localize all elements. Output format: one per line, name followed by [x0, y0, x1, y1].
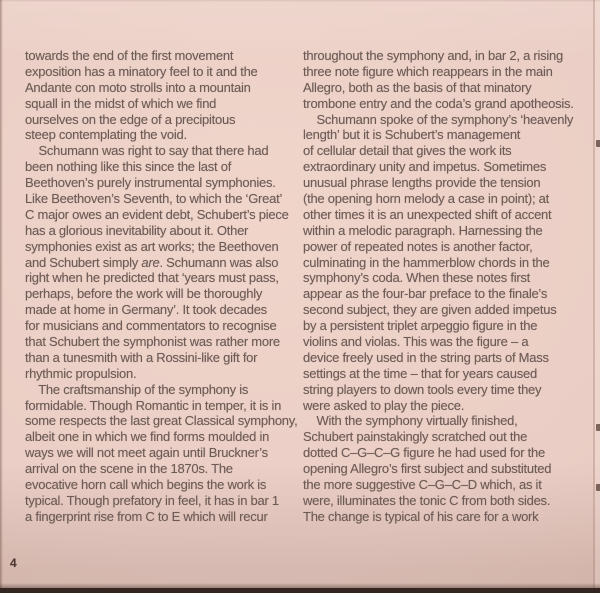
text-line: typical. Though prefatory in feel, it has in bar 1: [25, 492, 279, 508]
text-line: dotted C–G–C–G figure he had used for the: [303, 445, 545, 461]
text-line: perhaps, before the work will be thoroughly: [25, 286, 263, 302]
page-number: 4: [10, 556, 17, 570]
text-line: Beethoven’s purely instrumental symphonies.: [25, 175, 276, 191]
text-line: opening Allegro’s first subject and substituted: [303, 461, 552, 477]
page-left-edge-shadow: [0, 0, 3, 593]
text-line: some respects the last great Classical symphony,: [25, 413, 298, 429]
text-line: than a tunesmith with a Rossini-like gift for: [25, 349, 258, 365]
text-line: Allegro, both as the basis of that minatory: [303, 79, 532, 95]
text-line: were, illuminates the tonic C from both sides.: [303, 492, 551, 508]
text-line: three note figure which reappears in the main: [303, 63, 553, 79]
text-line: violins and violas. This was the figure – a: [303, 334, 529, 350]
text-column-left: [25, 48, 298, 525]
text-line: Schumann spoke of the symphony’s ‘heavenly: [303, 111, 574, 127]
text-line: Schumann was right to say that there had: [25, 143, 269, 159]
text-line: steep contemplating the void.: [25, 127, 187, 143]
text-line: of cellular detail that gives the work its: [303, 143, 512, 159]
text-line: device freely used in the string parts of Mass: [303, 349, 549, 365]
page-edge-mark: [596, 484, 600, 491]
text-line: right when he predicted that ‘years must pass,: [25, 270, 279, 286]
text-line: The change is typical of his care for a work: [303, 508, 539, 524]
text-line: trombone entry and the coda’s grand apotheosis.: [303, 95, 574, 111]
text-line: were asked to play the piece.: [303, 397, 465, 413]
page-edge-mark: [596, 140, 600, 147]
text-line: Like Beethoven’s Seventh, to which the ‘Great’: [25, 191, 283, 207]
text-line: appear as the four-bar preface to the finale’s: [303, 286, 548, 302]
text-line: rhythmic propulsion.: [25, 365, 137, 381]
text-line: second subject, they are given added impetus: [303, 302, 557, 318]
text-line: the more suggestive C–G–C–D which, as it: [303, 477, 542, 493]
text-line: settings at the time – that for years caused: [303, 365, 537, 381]
text-line: towards the end of the first movement: [25, 48, 234, 63]
text-line: extraordinary unity and impetus. Sometimes: [303, 159, 547, 175]
text-line: albeit one in which we find forms moulded in: [25, 429, 270, 445]
text-line: Schubert painstakingly scratched out the: [303, 429, 528, 445]
text-line: unusual phrase lengths provide the tension: [303, 175, 541, 191]
page-right-edge-highlight: [595, 0, 600, 588]
text-line: (the opening horn melody a case in point); at: [303, 191, 550, 207]
text-line: within a melodic paragraph. Harnessing the: [303, 222, 543, 238]
page-edge-mark: [596, 424, 600, 431]
text-line: throughout the symphony and, in bar 2, a rising: [303, 48, 563, 63]
text-line: made at home in Germany’. It took decades: [25, 302, 267, 318]
text-column-right: [303, 48, 585, 525]
text-line: evocative horn call which begins the work is: [25, 477, 267, 493]
text-line: and Schubert simply are. Schumann was also: [25, 254, 279, 270]
page-bottom-edge: [0, 588, 600, 593]
text-line: has a glorious inevitability about it. Other: [25, 222, 249, 238]
text-line: that Schubert the symphonist was rather more: [25, 334, 280, 350]
text-line: arrival on the scene in the 1870s. The: [25, 461, 233, 477]
text-line: formidable. Though Romantic in temper, it is in: [25, 397, 282, 413]
text-line: symphonies exist as art works; the Beethoven: [25, 238, 279, 254]
text-line: C major owes an evident debt, Schubert’s piece: [25, 206, 289, 222]
text-line: exposition has a minatory feel to it and the: [25, 63, 258, 79]
text-line: symphony’s coda. When these notes first: [303, 270, 531, 286]
text-line: With the symphony virtually finished,: [303, 413, 518, 429]
page-top-edge-shadow: [0, 0, 600, 2]
text-line: The craftsmanship of the symphony is: [25, 381, 249, 397]
text-line: power of repeated notes is another factor,: [303, 238, 533, 254]
text-line: ourselves on the edge of a precipitous: [25, 111, 236, 127]
text-line: a fingerprint rise from C to E which will recur: [25, 508, 268, 524]
text-line: length’ but it is Schubert’s management: [303, 127, 521, 143]
text-line: string players to down tools every time they: [303, 381, 542, 397]
text-line: Andante con moto strolls into a mountain: [25, 79, 251, 95]
text-line: ways we will not meet again until Bruckner’s: [25, 445, 268, 461]
text-line: by a persistent triplet arpeggio figure in the: [303, 318, 538, 334]
text-line: other times it is an unexpected shift of accent: [303, 206, 552, 222]
text-line: for musicians and commentators to recognise: [25, 318, 277, 334]
text-line: squall in the midst of which we find: [25, 95, 217, 111]
text-line: been nothing like this since the last of: [25, 159, 232, 175]
text-line: culminating in the hammerblow chords in the: [303, 254, 550, 270]
